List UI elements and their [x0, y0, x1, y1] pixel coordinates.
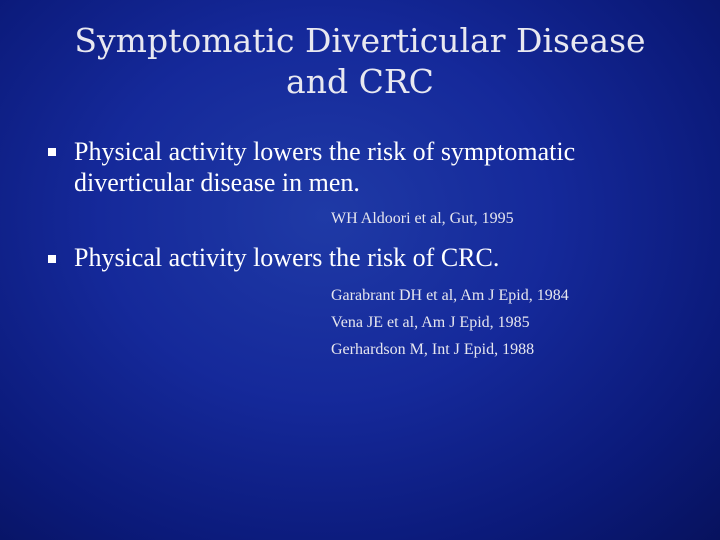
title-line-1: Symptomatic Diverticular Disease — [74, 21, 646, 60]
slide-title — [40, 20, 680, 102]
bullet-text: Physical activity lowers the risk of CRC. — [74, 243, 500, 272]
title-line-2: and CRC — [286, 62, 434, 101]
citation: Garabrant DH et al, Am J Epid, 1984 — [331, 287, 569, 304]
bullet-text: Physical activity lowers the risk of symptomatic diverticular disease in men. — [74, 137, 576, 197]
citation: Vena JE et al, Am J Epid, 1985 — [331, 314, 530, 331]
citation: WH Aldoori et al, Gut, 1995 — [331, 210, 514, 227]
citation: Gerhardson M, Int J Epid, 1988 — [331, 341, 535, 358]
square-bullet-icon — [48, 148, 56, 156]
square-bullet-icon — [48, 255, 56, 263]
